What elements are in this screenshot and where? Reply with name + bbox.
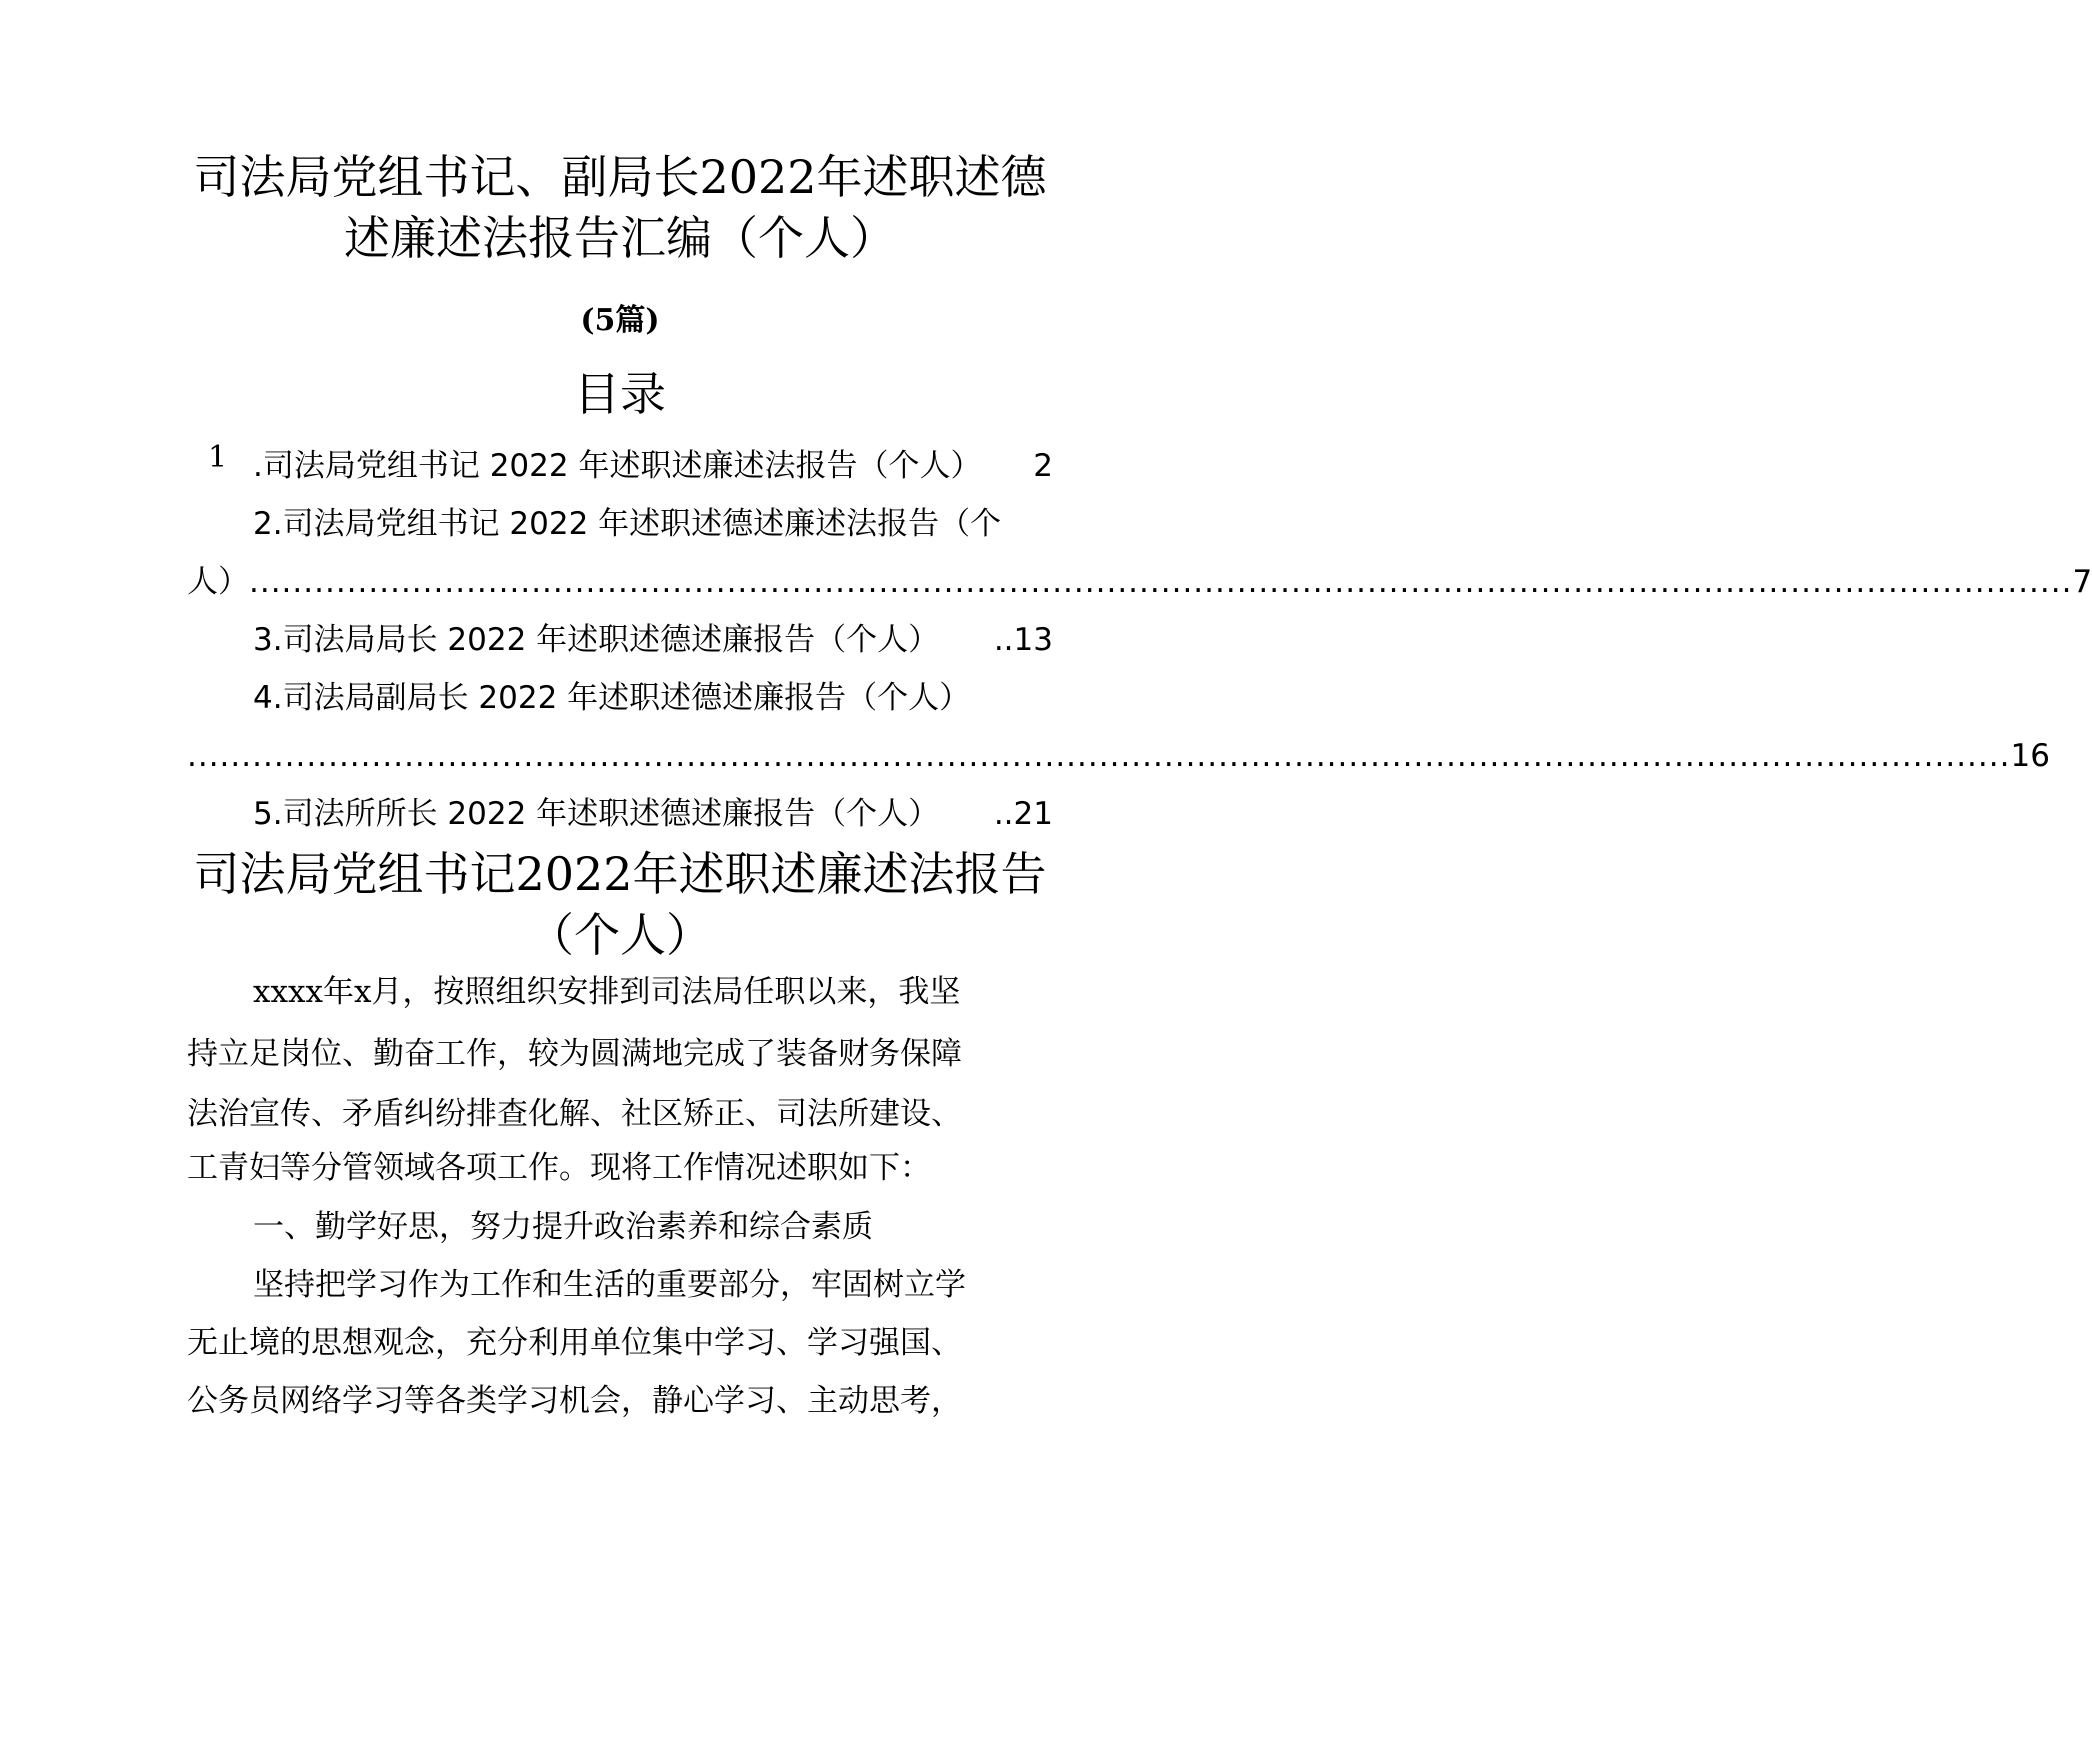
toc-item-4-continuation[interactable] <box>187 733 2050 779</box>
subtitle: (5篇) <box>580 303 660 338</box>
body-paragraph-line: 工青妇等分管领域各项工作。现将工作情况述职如下： <box>187 1150 931 1186</box>
section-title-text: 年述职述廉述法报告 <box>632 847 1047 901</box>
main-title-text: 年述职述德 <box>816 150 1047 204</box>
toc-item-title: 4.司法局副局长 2022 年述职述德述廉报告（个人） <box>253 680 971 716</box>
body-text: 月，按照组织安排到司法局任职以来，我坚 <box>371 974 961 1010</box>
main-title-year: 2022 <box>699 150 817 204</box>
main-title-line-1 <box>150 146 1090 208</box>
toc-item-title: 人） <box>187 564 249 600</box>
toc-item-1[interactable] <box>253 443 1053 489</box>
toc-leader-dots: ........................................................................................................................................................................ <box>249 564 2073 600</box>
section-title-line-1 <box>150 843 1090 905</box>
section-title-year: 2022 <box>515 847 633 901</box>
toc-leader-dots: .. <box>993 622 1014 658</box>
toc-item-number: 1 <box>208 440 228 475</box>
section-title-line-2: （个人） <box>528 908 712 962</box>
body-text: 年 <box>322 974 354 1010</box>
toc-leader-dots: .. <box>993 796 1014 832</box>
toc-item-page: 2 <box>1033 448 1053 484</box>
body-paragraph-line: 法治宣传、矛盾纠纷排查化解、社区矫正、司法所建设、 <box>187 1096 962 1132</box>
main-title-line-2: 述廉述法报告汇编（个人） <box>344 211 896 265</box>
toc-item-title: .司法局党组书记 2022 年述职述廉述法报告（个人） <box>253 448 982 484</box>
toc-item-3[interactable] <box>253 617 1053 663</box>
toc-item-title: 3.司法局局长 2022 年述职述德述廉报告（个人） <box>253 622 940 658</box>
body-paragraph-line: 公务员网络学习等各类学习机会，静心学习、主动思考， <box>187 1383 962 1419</box>
toc-item-page: 21 <box>1013 796 1053 832</box>
body-paragraph-line <box>253 960 1053 1024</box>
toc-item-page: 13 <box>1013 622 1053 658</box>
section-title-text: 司法局党组书记 <box>193 847 516 901</box>
body-paragraph-line: 坚持把学习作为工作和生活的重要部分，牢固树立学 <box>253 1267 966 1303</box>
body-paragraph-line: 持立足岗位、勤奋工作，较为圆满地完成了装备财务保障 <box>187 1036 962 1072</box>
toc-item-2-continuation[interactable] <box>187 559 2092 605</box>
toc-item-5[interactable] <box>253 791 1053 837</box>
body-paragraph-line: 无止境的思想观念，充分利用单位集中学习、学习强国、 <box>187 1325 962 1361</box>
placeholder-year: xxxx <box>253 974 323 1010</box>
toc-item-2[interactable] <box>253 501 1053 547</box>
toc-item-title: 2.司法局党组书记 2022 年述职述德述廉述法报告（个 <box>253 506 1002 542</box>
toc-leader-dots: ........................................................................................................................................................................ <box>187 738 2011 774</box>
placeholder-month: x <box>353 974 372 1010</box>
toc-heading: 目录 <box>574 367 666 421</box>
toc-item-4[interactable] <box>253 675 1053 721</box>
main-title-text: 司法局党组书记、副局长 <box>193 150 700 204</box>
toc-item-page: 7 <box>2072 564 2092 600</box>
section-heading: 一、勤学好思，努力提升政治素养和综合素质 <box>253 1209 873 1245</box>
toc-item-title: 5.司法所所长 2022 年述职述德述廉报告（个人） <box>253 796 940 832</box>
toc-item-page: 16 <box>2010 738 2050 774</box>
